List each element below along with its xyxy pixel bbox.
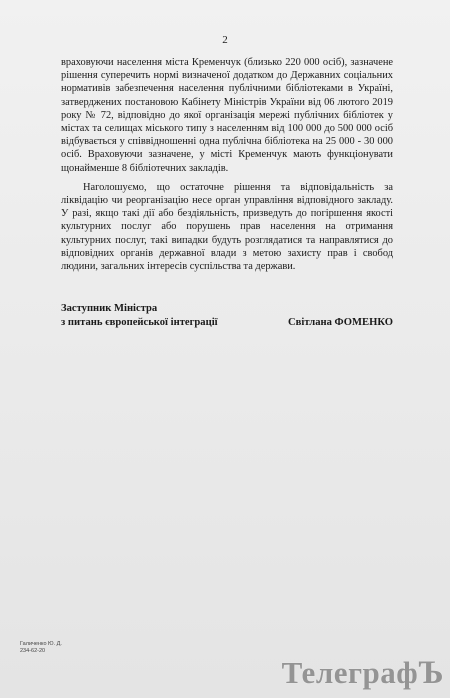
- watermark-tail: Ъ: [418, 655, 444, 691]
- signature-block: [61, 302, 393, 330]
- executor-footer: [20, 641, 62, 655]
- paragraph-continuation: враховуючи населення міста Кременчук (близько 220 000 осіб), зазначене рішення суперечить нормі визначеної додатком до Державних соціальних нормативів забезпечення населення публічними бібліотеками в Україні, затверджених постановою Кабінету Міністрів України від 06 лютого 2019 року № 72, відповідно до якої організація мережі публічних бібліотек у містах та селищах міського типу з населенням від 100 000 до 500 000 осіб відбувається у співвідношенні одна публічна бібліотека на 25 000 - 30 000 осіб. Враховуючи зазначене, у місті Кременчук мають функціонувати щонайменше 8 бібліотечних закладів.: [61, 57, 393, 174]
- telegraf-watermark-logo: [282, 655, 444, 692]
- signer-position-line1: Заступник Міністра: [61, 303, 158, 314]
- executor-phone: 234-62-20: [20, 648, 46, 654]
- page-number: 2: [222, 34, 228, 46]
- letter-body: [61, 56, 393, 279]
- executor-name: Галиченко Ю. Д.: [20, 641, 62, 647]
- paragraph-responsibility: Наголошуємо, що остаточне рішення та відповідальність за ліквідацію чи реорганізацію несе орган управління відповідного закладу. У разі, якщо такі дії або бездіяльність, призведуть до погіршення якості культурних послуг або порушень прав населення на отримання культурних послуг, такі випадки будуть розглядатися та направлятися до відповідних органів державної влади з метою захисту прав і свобод людини, загальних інтересів суспільства та держави.: [61, 181, 393, 273]
- signer-position-line2: з питань європейської інтеграції: [61, 317, 218, 328]
- signer-name: Світлана ФОМЕНКО: [288, 317, 393, 328]
- watermark-text: Телеграф: [281, 655, 419, 690]
